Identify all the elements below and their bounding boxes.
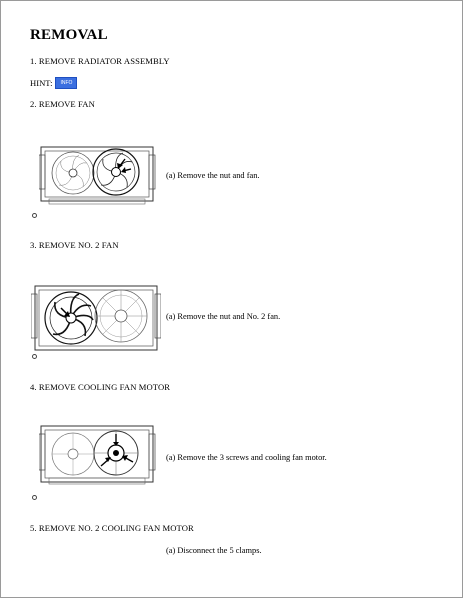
step-heading-2: 2. REMOVE FAN (30, 99, 95, 109)
fan-figure (39, 141, 157, 207)
step-heading-1: 1. REMOVE RADIATOR ASSEMBLY (30, 56, 170, 66)
figure-marker (32, 495, 37, 500)
hint-label: HINT: (30, 78, 53, 88)
step-5-caption: (a) Disconnect the 5 clamps. (166, 546, 262, 555)
cooling-fan-motor-figure (39, 422, 157, 488)
page-title: REMOVAL (30, 27, 108, 43)
figure-marker (32, 213, 37, 218)
hint-link[interactable]: INFO (55, 77, 77, 89)
figure-marker (32, 354, 37, 359)
step-heading-3: 3. REMOVE NO. 2 FAN (30, 240, 119, 250)
hint-row (30, 77, 77, 89)
step-3-caption: (a) Remove the nut and No. 2 fan. (166, 312, 281, 321)
step-heading-5: 5. REMOVE NO. 2 COOLING FAN MOTOR (30, 523, 194, 533)
no2-fan-figure (31, 282, 161, 354)
step-heading-4: 4. REMOVE COOLING FAN MOTOR (30, 382, 171, 392)
step-4-caption: (a) Remove the 3 screws and cooling fan motor. (166, 453, 327, 462)
step-2-caption: (a) Remove the nut and fan. (166, 171, 260, 180)
